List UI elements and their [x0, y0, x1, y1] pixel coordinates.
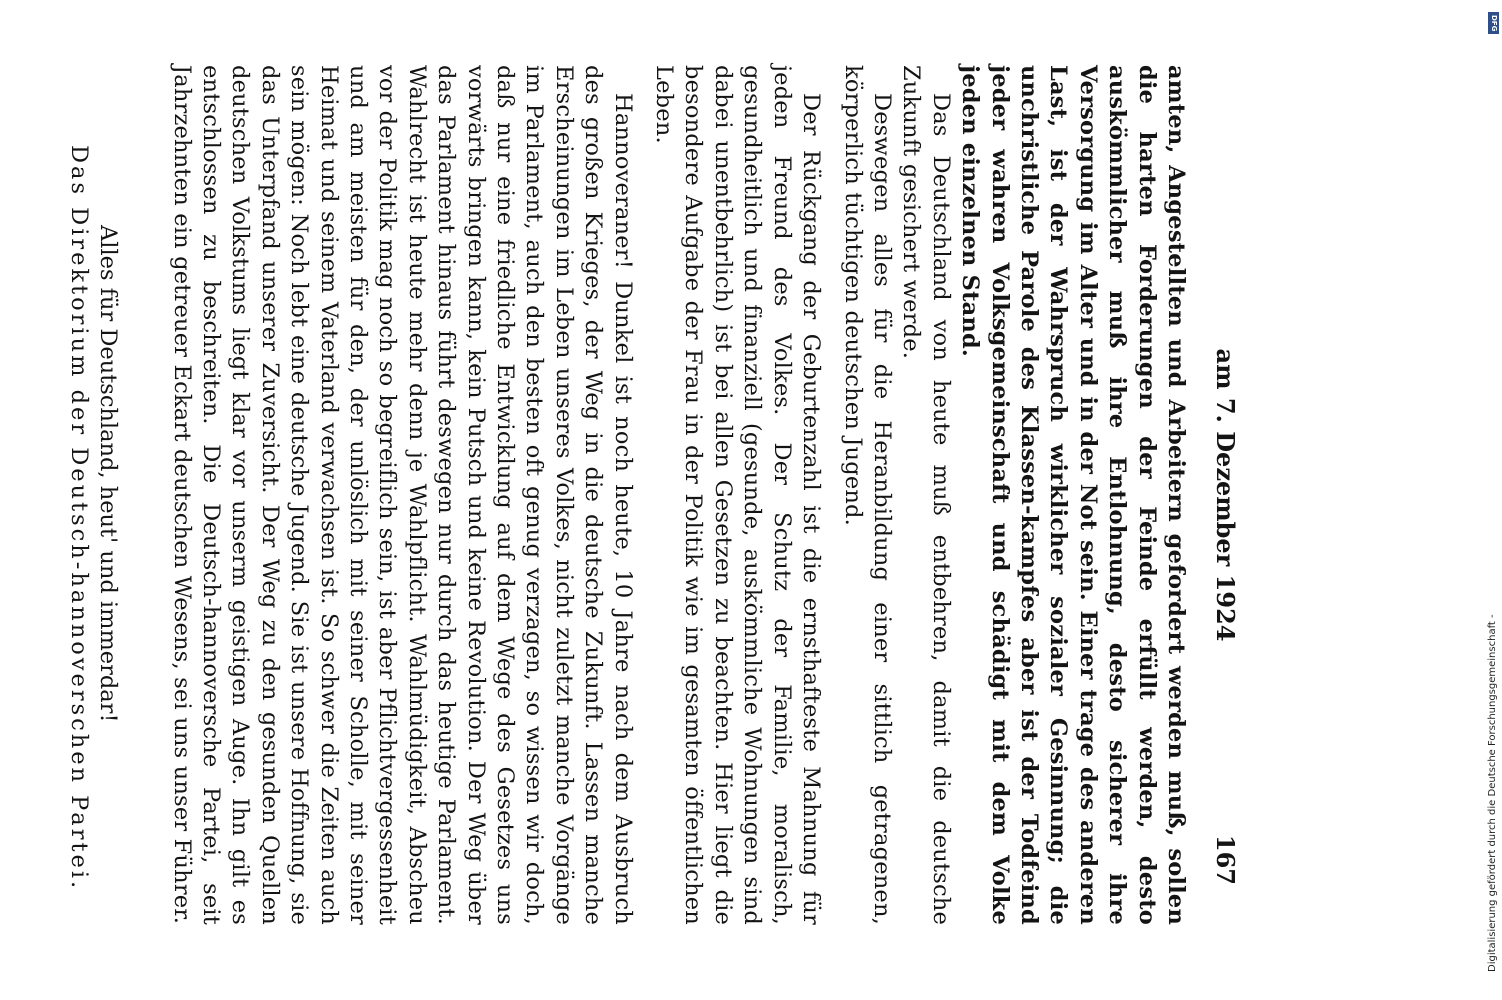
paragraph-1: amten, Angestellten und Arbeitern gefordert werden muß, sollen die harten Forderungen der Feinde erfüllt werden, desto auskömmlicher muß ihre Entlohnung, desto sicherer ihre Versorgung im Alter und in der Not sein. Einer trage des anderen Last, ist der Wahrspruch wirklicher sozialer Gesinnung; die unchristliche Parole des Klassen-kampfes aber ist der Todfeind jeder wahren Volksgemeinschaft und schädigt mit dem Volke jeden einzelnen Stand.	[957, 65, 1189, 925]
rotated-page	[50, 65, 1240, 930]
closing-block	[63, 65, 122, 925]
closing-slogan: Alles für Deutschland, heut' und immerdar!	[95, 225, 121, 723]
paragraph-3: Deswegen alles für die Heranbildung einer sittlich getragenen, körperlich tüchtigen deutschen Jugend.	[839, 65, 895, 925]
paragraph-5: Hannoveraner! Dunkel ist noch heute, 10 Jahre nach dem Ausbruch des großen Krieges, der Weg in die deutsche Zukunft. Lassen manche Erscheinungen im Leben unseres Volkes, nicht zuletzt manche Vorgänge im Parlament, auch den besten oft genug verzagen, so wissen wir doch, daß nur eine friedliche Entwicklung auf dem Wege des Gesetzes uns vorwärts bringen kann, kein Putsch und keine Revolution. Der Weg über das Parlament hinaus führt deswegen nur durch das heutige Parlament. Wahlrecht ist heute mehr denn je Wahlpflicht. Wahlmüdigkeit, Abscheu vor der Politik mag noch so begreiflich sein, ist aber Pflichtvergessenheit und am meisten für den, der unlöslich mit seiner Scholle, mit seiner Heimat und seinem Vaterland verwachsen ist. So schwer die Zeiten auch sein mögen: Noch lebt eine deutsche Jugend. Sie ist unsere Hoffnung, sie das Unterpfand unserer Zuversicht. Der Weg zu den gesunden Quellen deutschen Volkstums liegt klar vor unserm geistigen Auge. Ihn gilt es entschlossen zu beschreiten. Die Deutsch-hannoversche Partei, seit Jahrzehnten ein getreuer Eckart deutschen Wesens, sei uns unser Führer.	[168, 65, 636, 925]
closing-signature: Das Direktorium der Deutsch-hannoverschen Partei.	[65, 145, 92, 892]
body-text	[166, 65, 1190, 925]
digitization-note	[1486, 12, 1500, 982]
page-header	[1200, 65, 1240, 925]
page-number: 167	[1211, 834, 1240, 885]
page-title: am 7. Dezember 1924	[1211, 348, 1240, 642]
paragraph-2: Das Deutschland von heute muß entbehren, damit die deutsche Zukunft gesichert werde.	[898, 65, 954, 925]
paragraph-4: Der Rückgang der Geburtenzahl ist die ernsthafteste Mahnung für jeden Freund des Volkes. Der Schutz der Familie, moralisch, gesundheitlich und finanziell (gesunde, auskömmliche Wohnungen sind dabei unentbehrlich) ist bei allen Gesetzen zu beachten. Hier liegt die besondere Aufgabe der Frau in der Politik wie im gesamten öffentlichen Leben.	[651, 65, 825, 925]
digitization-note-text: Digitalisierung gefördert durch die Deutsche Forschungsgemeinschaft -	[1487, 614, 1498, 972]
dfg-logo: DFG	[1488, 12, 1499, 34]
